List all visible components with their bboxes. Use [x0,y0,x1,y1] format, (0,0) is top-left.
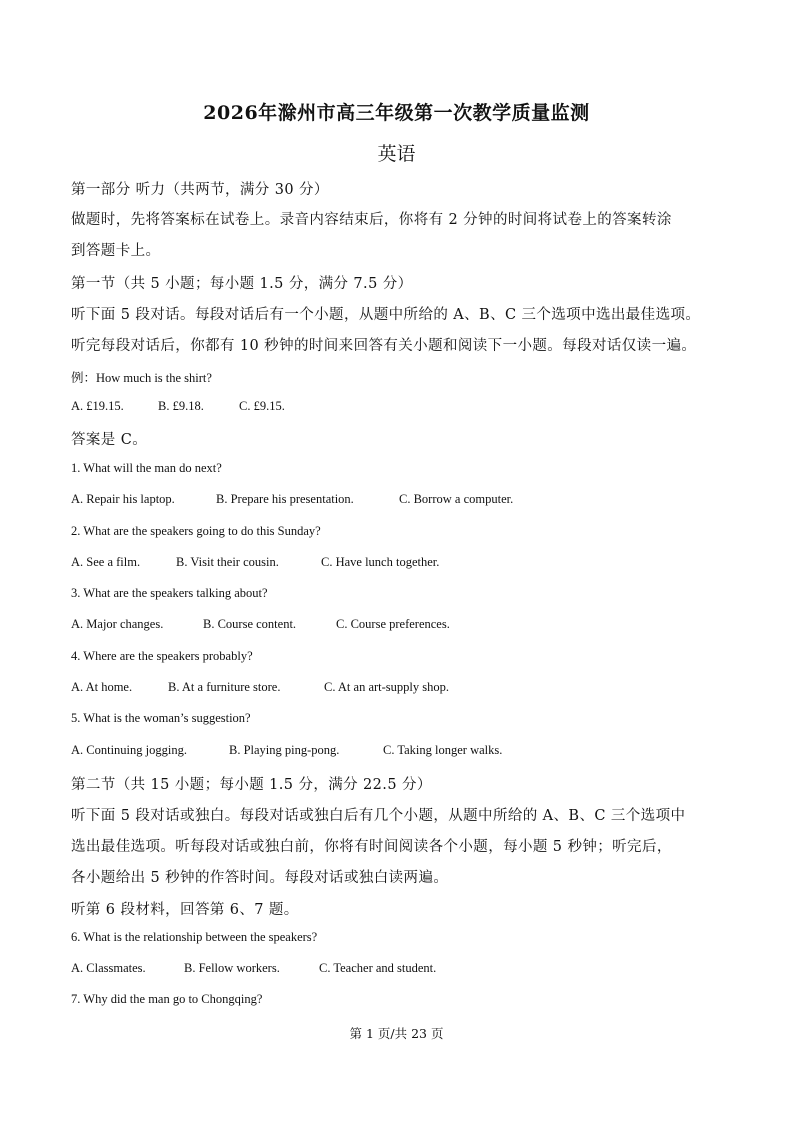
question-2-option-a: A. See a film. [71,555,141,569]
question-1-option-a: A. Repair his laptop. [71,492,175,506]
question-4-option-c: C. At an art-supply shop. [324,680,449,694]
section2-instruction-line-2: 选出最佳选项。听每段对话或独白前，你将有时间阅读各个小题，每小题 5 秒钟；听完后， [71,839,672,855]
example-option-a: A. £19.15. [71,399,124,413]
question-1-option-c: C. Borrow a computer. [399,492,514,506]
question-2-option-c: C. Have lunch together. [321,555,440,569]
question-2-option-b: B. Visit their cousin. [176,555,279,569]
example-option-b: B. £9.18. [158,399,204,413]
question-4-option-a: A. At home. [71,680,133,694]
example-answer: 答案是 C。 [71,432,148,448]
question-5: 5. What is the woman’s suggestion? [71,711,251,725]
question-3: 3. What are the speakers talking about? [71,586,268,600]
example-question: 例：How much is the shirt? [71,371,212,385]
question-7: 7. Why did the man go to Chongqing? [71,992,263,1006]
question-2: 2. What are the speakers going to do this Sunday? [71,524,321,538]
question-3-option-c: C. Course preferences. [336,617,450,631]
example-option-c: C. £9.15. [239,399,285,413]
question-5-option-a: A. Continuing jogging. [71,743,187,757]
question-6-option-c: C. Teacher and student. [319,961,437,975]
section2-heading: 第二节（共 15 小题；每小题 1.5 分，满分 22.5 分） [71,777,432,793]
question-1: 1. What will the man do next? [71,461,222,475]
question-4: 4. Where are the speakers probably? [71,649,253,663]
material-6-heading: 听第 6 段材料，回答第 6、7 题。 [71,902,299,918]
exam-title: 2026年滁州市高三年级第一次教学质量监测 [203,102,590,124]
part1-instruction-line-1: 做题时，先将答案标在试卷上。录音内容结束后，你将有 2 分钟的时间将试卷上的答案转涂 [71,212,672,228]
question-5-option-b: B. Playing ping-pong. [229,743,340,757]
question-1-option-b: B. Prepare his presentation. [216,492,354,506]
question-4-option-b: B. At a furniture store. [168,680,281,694]
section1-heading: 第一节（共 5 小题；每小题 1.5 分，满分 7.5 分） [71,276,413,292]
question-3-option-b: B. Course content. [203,617,297,631]
question-5-option-c: C. Taking longer walks. [383,743,503,757]
section1-instruction-line-2: 听完每段对话后，你都有 10 秒钟的时间来回答有关小题和阅读下一小题。每段对话仅读一遍。 [71,338,697,354]
section2-instruction-line-3: 各小题给出 5 秒钟的作答时间。每段对话或独白读两遍。 [71,870,449,886]
question-6-option-a: A. Classmates. [71,961,146,975]
part1-heading: 第一部分 听力（共两节，满分 30 分） [71,182,329,198]
question-3-option-a: A. Major changes. [71,617,164,631]
part1-instruction-line-2: 到答题卡上。 [71,243,161,259]
section1-instruction-line-1: 听下面 5 段对话。每段对话后有一个小题，从题中所给的 A、B、C 三个选项中选出最佳选项。 [71,307,701,323]
subject-title: 英语 [377,143,416,165]
page-footer: 第 1 页/共 23 页 [349,1026,444,1041]
question-6-option-b: B. Fellow workers. [184,961,280,975]
question-6: 6. What is the relationship between the speakers? [71,930,318,944]
section2-instruction-line-1: 听下面 5 段对话或独白。每段对话或独白后有几个小题，从题中所给的 A、B、C 三个选项中 [71,808,686,824]
